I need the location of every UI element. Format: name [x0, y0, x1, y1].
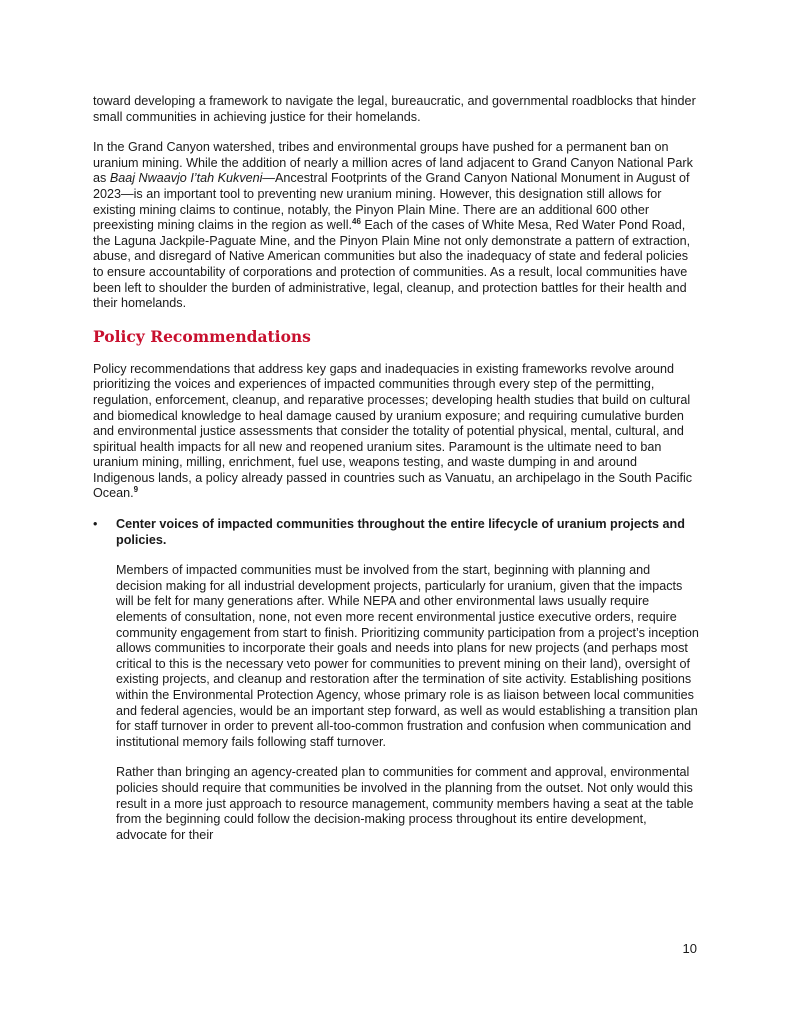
- page-number: 10: [682, 941, 697, 956]
- bullet-body-paragraph: Rather than bringing an agency-created plan to communities for comment and approval, environmental policies should require that communities be involved in the planning from the outset. Not only would this result in a more just approach to resource management, community members having a seat at the table from the beginning could follow the decision-making process throughout its entire development, advocate for their: [116, 765, 694, 842]
- paragraph-policy-recommendations: [93, 362, 699, 502]
- paragraph-text: In the Grand Canyon watershed, tribes and environmental groups have pushed for a permanent ban on uranium mining. While the addition of nearly a million acres of land adjacent to Grand Canyon National Park as: [93, 140, 693, 186]
- paragraph-grand-canyon: [93, 140, 699, 312]
- section-heading: Policy Recommendations: [93, 326, 311, 346]
- bullet-body-paragraph: Members of impacted communities must be involved from the start, beginning with planning and decision making for all industrial development projects, particularly for uranium, given that the impacts will be felt for many generations after. While NEPA and other environmental laws usually require elements of consultation, none, not even more recent environmental justice executive orders, require community engagement from start to finish. Prioritizing community participation from a project’s inception allows communities to incorporate their goals and needs into plans for new projects (and perhaps most critical to this is the necessary veto power for communities to prevent mining on their land), oversight of existing projects, and cleanup and restoration after the termination of site activity. Establishing positions within the Environmental Protection Agency, whose primary role is as liaison between local communities and federal agencies, would be an important step forward, as well as would establishing a transition plan for staff turnover in order to prevent all-too-common frustration and confusion when communication and institutional memory fails following staff turnover.: [116, 563, 699, 749]
- page-content: [93, 94, 699, 843]
- paragraph-text: —Ancestral Footprints of the Grand Canyon National Monument in August of 2023—is an important tool to preventing new uranium mining. However, this designation still allows for existing mining claims to continue, notably, the Pinyon Plain Mine. There are an additional 600 other preexisting mining claims in the region as well.: [93, 171, 690, 233]
- bullet-item: [93, 517, 699, 548]
- paragraph-intro-continuation: toward developing a framework to navigate the legal, bureaucratic, and governmental roadblocks that hinder small communities in achieving justice for their homelands.: [93, 94, 696, 124]
- bullet-marker: •: [93, 517, 98, 532]
- paragraph-text: Each of the cases of White Mesa, Red Water Pond Road, the Laguna Jackpile-Paguate Mine, and the Pinyon Plain Mine not only demonstrate a pattern of extraction, abuse, and disregard of Native American communities but also the inadequacy of state and federal policies to ensure accountability of corporations and protection of communities. As a result, local communities have been left to shoulder the burden of administrative, legal, cleanup, and protection battles for their health and their homelands.: [93, 218, 691, 311]
- footnote-ref[interactable]: 9: [133, 485, 139, 495]
- footnote-ref[interactable]: 46: [352, 216, 361, 226]
- paragraph-text: Policy recommendations that address key gaps and inadequacies in existing frameworks revolve around prioritizing the voices and experiences of impacted communities through every step of the permitting, regulation, enforcement, cleanup, and reparative processes; developing health studies that build on cultural and biomedical knowledge to heal damage caused by uranium exposure; and requiring cumulative burden and environmental justice assessments that consider the totality of potential physical, mental, cultural, and spiritual health impacts for all new and reopened uranium sites. Paramount is the ultimate need to ban uranium mining, milling, enrichment, fuel use, weapons testing, and waste dumping in and around Indigenous lands, a policy already passed in countries such as Vanuatu, an archipelago in the South Pacific Ocean.: [93, 361, 693, 501]
- bullet-heading: Center voices of impacted communities throughout the entire lifecycle of uranium projects and policies.: [116, 517, 685, 547]
- monument-name: Baaj Nwaavjo I’tah Kukveni: [109, 171, 263, 186]
